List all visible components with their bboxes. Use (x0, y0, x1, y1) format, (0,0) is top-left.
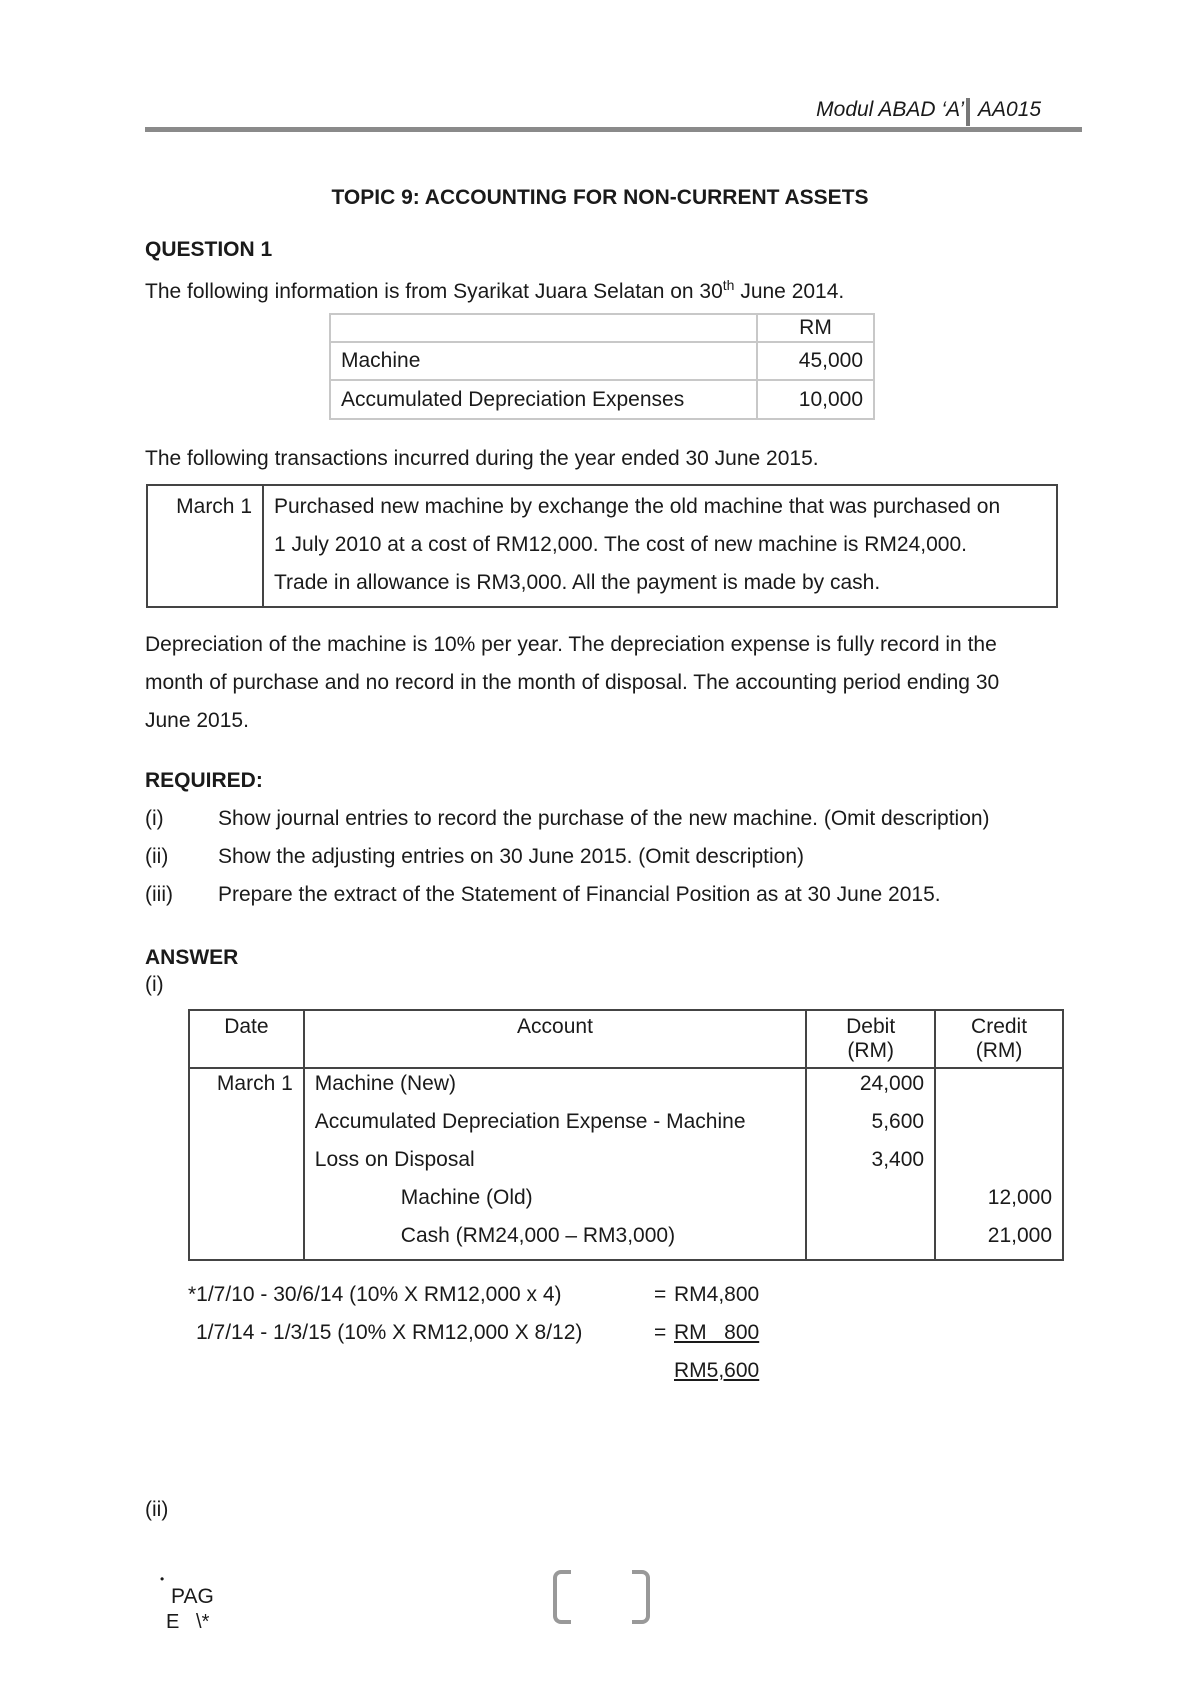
journal-date (189, 1107, 304, 1145)
journal-credit (935, 1107, 1063, 1145)
journal-credit (935, 1068, 1063, 1107)
journal-debit (806, 1221, 935, 1260)
answer-part-ii: (ii) (145, 1498, 169, 1521)
calc-line-2-value: RM 800 (674, 1321, 760, 1344)
journal-credit (935, 1145, 1063, 1183)
table-row (189, 1068, 1063, 1107)
journal-header-account: Account (304, 1010, 806, 1068)
table-row (147, 485, 1057, 607)
table-row (189, 1183, 1063, 1221)
question-heading: QUESTION 1 (145, 238, 273, 261)
calc-line-2-equals: = (654, 1321, 667, 1344)
table-row (330, 342, 874, 380)
required-item-number: (i) (145, 807, 164, 830)
journal-account: Cash (RM24,000 – RM3,000) (304, 1221, 806, 1260)
footer-left-bracket (553, 1570, 571, 1624)
transaction-line: Trade in allowance is RM3,000. All the payment is made by cash. (274, 571, 881, 594)
journal-date: March 1 (189, 1068, 304, 1107)
balance-label: Machine (330, 342, 757, 380)
depreciation-note (145, 626, 1057, 740)
calc-line-1-label: *1/7/10 - 30/6/14 (10% X RM12,000 x 4) (188, 1283, 562, 1306)
journal-debit: 24,000 (806, 1068, 935, 1107)
table-row (189, 1145, 1063, 1183)
transaction-line: 1 July 2010 at a cost of RM12,000. The cost of new machine is RM24,000. (274, 533, 967, 556)
balance-header-rm: RM (757, 314, 874, 342)
journal-header-row (189, 1010, 1063, 1068)
transaction-date: March 1 (147, 485, 263, 607)
journal-credit: 12,000 (935, 1183, 1063, 1221)
answer-part-i: (i) (145, 973, 164, 996)
required-item-text: Show journal entries to record the purchase of the new machine. (Omit description) (218, 807, 990, 830)
note-line: Depreciation of the machine is 10% per year. The depreciation expense is fully record in the (145, 633, 997, 656)
module-name: Modul ABAD ‘A’ (816, 98, 964, 121)
question-intro: The following information is from Syarikat Juara Selatan on 30th June 2014. (145, 277, 845, 303)
journal-account: Accumulated Depreciation Expense - Machine (304, 1107, 806, 1145)
required-item-text: Prepare the extract of the Statement of Financial Position as at 30 June 2015. (218, 883, 941, 906)
journal-header-date: Date (189, 1010, 304, 1068)
balance-value: 10,000 (757, 380, 874, 419)
journal-debit: 5,600 (806, 1107, 935, 1145)
table-row (189, 1221, 1063, 1260)
journal-account: Machine (New) (304, 1068, 806, 1107)
required-item-text: Show the adjusting entries on 30 June 2015. (Omit description) (218, 845, 805, 868)
transaction-table (146, 484, 1058, 608)
transactions-intro: The following transactions incurred during the year ended 30 June 2015. (145, 447, 819, 470)
journal-date (189, 1183, 304, 1221)
calc-line-1-equals: = (654, 1283, 667, 1306)
journal-date (189, 1145, 304, 1183)
journal-debit: 3,400 (806, 1145, 935, 1183)
note-line: June 2015. (145, 709, 249, 732)
calc-line-1-value: RM4,800 (674, 1283, 760, 1306)
balance-header-blank (330, 314, 757, 342)
journal-account: Machine (Old) (304, 1183, 806, 1221)
journal-debit (806, 1183, 935, 1221)
journal-header-credit: Credit (RM) (935, 1010, 1063, 1068)
balance-table-header (330, 314, 874, 342)
footer-page-fragment: E \* (166, 1611, 210, 1633)
journal-header-debit: Debit (RM) (806, 1010, 935, 1068)
calc-line-2-label: 1/7/14 - 1/3/15 (10% X RM12,000 X 8/12) (196, 1321, 583, 1344)
required-item-number: (iii) (145, 883, 173, 906)
required-item-number: (ii) (145, 845, 169, 868)
journal-credit: 21,000 (935, 1221, 1063, 1260)
journal-date (189, 1221, 304, 1260)
journal-account: Loss on Disposal (304, 1145, 806, 1183)
answer-heading: ANSWER (145, 946, 239, 969)
transaction-line: Purchased new machine by exchange the old machine that was purchased on (274, 495, 1001, 518)
module-code: AA015 (978, 98, 1042, 121)
footer-right-bracket (632, 1570, 650, 1624)
footer-page-label: PAG (171, 1585, 214, 1608)
page-header (0, 98, 1200, 128)
journal-table (188, 1009, 1064, 1261)
table-row (189, 1107, 1063, 1145)
header-rule (145, 127, 1082, 132)
transaction-description (263, 485, 1057, 607)
balance-label: Accumulated Depreciation Expenses (330, 380, 757, 419)
footer-bullet: • (160, 1572, 165, 1586)
table-row (330, 380, 874, 419)
required-heading: REQUIRED: (145, 769, 263, 792)
balance-table (329, 313, 875, 420)
topic-title: TOPIC 9: ACCOUNTING FOR NON-CURRENT ASSETS (331, 186, 869, 209)
note-line: month of purchase and no record in the month of disposal. The accounting period ending 30 (145, 671, 1000, 694)
balance-value: 45,000 (757, 342, 874, 380)
calc-total: RM5,600 (674, 1359, 760, 1382)
header-separator (966, 98, 970, 126)
